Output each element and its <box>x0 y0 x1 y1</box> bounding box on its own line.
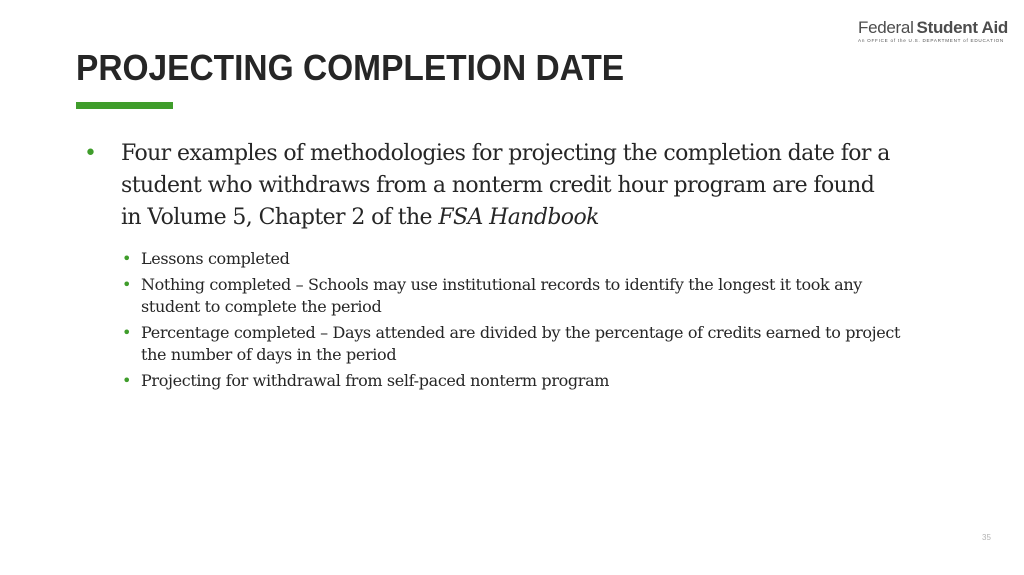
sub-bullet-dot-icon: • <box>122 275 132 294</box>
sub-bullet-item <box>122 248 922 270</box>
logo-subtitle: An OFFICE of the U.S. DEPARTMENT of EDUCATION <box>858 38 1004 43</box>
sub-bullet-dot-icon: • <box>122 323 132 342</box>
sub-bullet-text: Percentage completed – Days attended are divided by the percentage of credits earned to project the number of days in the period <box>141 323 901 364</box>
logo-word-student-aid: Student Aid <box>916 18 1008 37</box>
main-bullet-italic-text: FSA Handbook <box>438 205 599 230</box>
sub-bullet-item <box>122 274 922 318</box>
federal-student-aid-logo <box>858 19 1008 43</box>
main-bullet-plain-text: Four examples of methodologies for projecting the completion date for a student who withdraws from a nonterm credit hour program are found in Volume 5, Chapter 2 of the <box>121 141 890 230</box>
logo-word-federal: Federal <box>858 18 914 37</box>
sub-bullet-item <box>122 322 922 366</box>
sub-bullet-text: Nothing completed – Schools may use institutional records to identify the longest it took any student to complete the period <box>141 275 862 316</box>
title-underline <box>76 102 173 109</box>
page-number: 35 <box>982 533 991 542</box>
sub-bullet-text: Projecting for withdrawal from self-paced nonterm program <box>141 371 610 390</box>
sub-bullet-item <box>122 370 922 392</box>
logo-wordmark <box>858 19 1008 37</box>
sub-bullet-text: Lessons completed <box>141 249 290 268</box>
slide-title: PROJECTING COMPLETION DATE <box>76 47 625 88</box>
main-bullet-dot-icon: • <box>84 141 97 166</box>
sub-bullet-dot-icon: • <box>122 249 132 268</box>
main-bullet-text <box>121 138 891 234</box>
sub-bullet-dot-icon: • <box>122 371 132 390</box>
sub-bullet-list <box>122 248 922 396</box>
